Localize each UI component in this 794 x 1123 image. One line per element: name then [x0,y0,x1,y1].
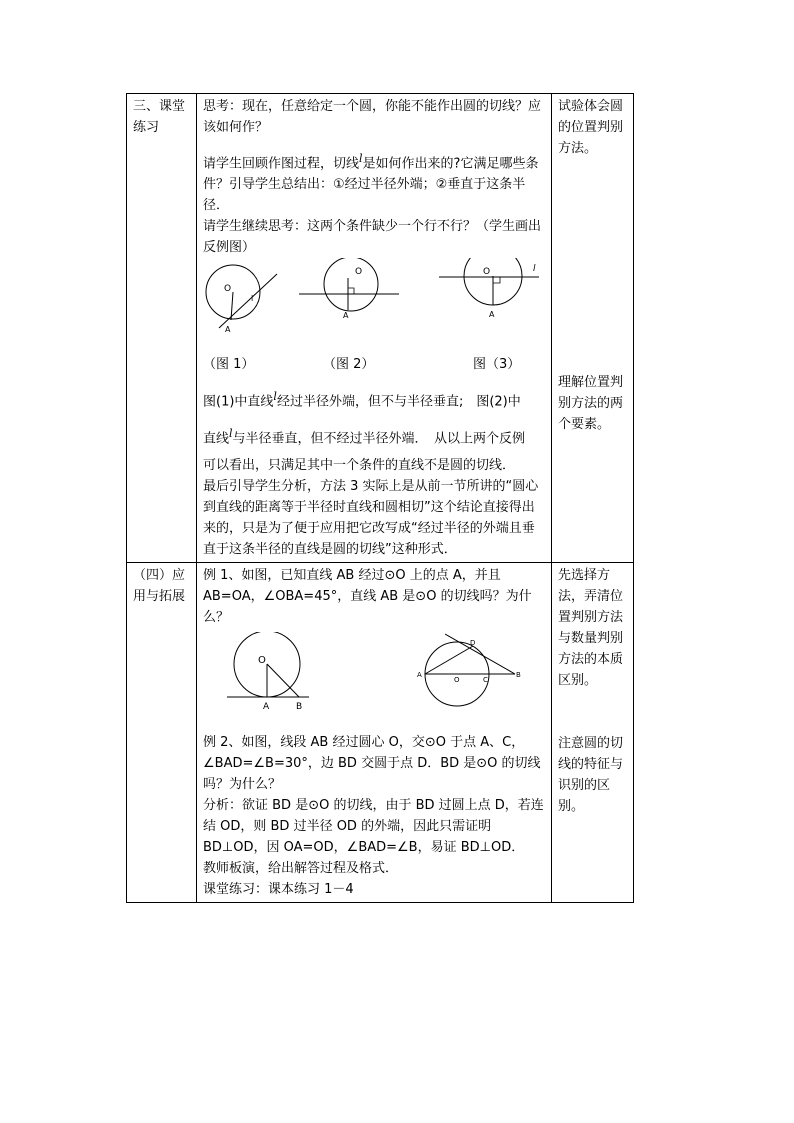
fig-explain-1: 图(1)中直线$^l$经过半径外端，但不与半径垂直; 图(2)中 [203,390,521,410]
content-cell [197,562,552,902]
example-figures [203,632,545,710]
fig1-label-o: O [224,284,232,295]
section-label: （四）应用与拓展 [133,567,186,604]
lesson-plan-table [126,93,634,903]
method-analysis: 最后引导学生分析，方法 3 实际上是从前一节所讲的“圆心到直线的距离等于半径时直线和圆相切”这个结论直接得出来的，只是为了便于应用把它改写成“经过半径的外端且垂直于这条半径的直线是圆的切线”这种形式． [203,478,539,557]
ex1-label-o: O [258,654,266,666]
ex2-segment-bd [445,634,515,674]
ex1-segment-ob [267,664,299,697]
counterexample-figures [203,258,545,354]
conclusion-text: 可以看出，只满足其中一个条件的直线不是圆的切线． [203,457,516,473]
caption-fig2: （图 2） [323,357,375,373]
example-2: 例 2、如图，线段 AB 经过圆心 O，交⊙O 于点 A、C，∠BAD=∠B=30°，边 BD 交圆于点 D．BD 是⊙O 的切线吗？为什么？ [203,734,541,792]
ex2-label-b: B [516,670,521,679]
section-label: 三、课堂练习 [133,99,186,135]
figure-captions [203,354,545,376]
table-row [127,94,634,563]
teacher-board-text: 教师板演，给出解答过程及格式． [203,860,399,876]
continue-think: 请学生继续思考：这两个条件缺少一个行不行？（学生画出反例图） [203,219,542,256]
fig3-label-o: O [483,267,491,278]
table-row [127,562,634,902]
ex2-label-a: A [417,670,422,679]
fig3-right-angle [493,277,500,283]
ex1-label-a: A [263,701,270,710]
notes-cell [552,562,634,902]
content-cell [197,94,552,563]
line-l-symbol: l [359,152,363,165]
ex2-label-o: O [454,675,460,684]
ex2-label-c: C [483,675,488,684]
analysis-text: 分析：欲证 BD 是⊙O 的切线，由于 BD 过圆上点 D，若连结 OD，则 BD 过半径 OD 的外端，因此只需证明 BD⊥OD，因 OA=OD，∠BAD=∠B，易证 BD⊥OD． [203,797,544,855]
caption-fig3: 图（3） [473,357,521,373]
caption-fig1: （图 1） [203,357,255,373]
fig1-line [219,274,277,328]
note-1: 试验体会圆的位置判别方法。 [558,99,624,156]
think-question: 思考：现在，任意给定一个圆，你能不能作出圆的切线？应该如何作？ [203,99,542,135]
classroom-practice: 课堂练习：课本练习 1－4 [203,881,354,897]
fig1-label-a: A [225,325,231,335]
section-label-cell [127,94,197,563]
fig2-right-angle [348,288,354,294]
fig2-label-a: A [343,311,349,321]
fig2-label-o: O [355,267,363,278]
ex1-label-b: B [296,701,303,710]
example-svg [203,632,558,710]
note-2: 理解位置判别方法的两个要素。 [558,375,624,432]
fig3-label-a: A [489,310,495,320]
example-1: 例 1、如图，已知直线 AB 经过⊙O 上的点 A，并且 AB=OA，∠OBA=45°，直线 AB 是⊙O 的切线吗？为什么？ [203,567,532,625]
fig2-circle [324,258,378,311]
notes-cell [552,94,634,563]
fig3-label-l: l [533,264,536,275]
section-label-cell [127,562,197,902]
fig1-label-l: l [251,294,254,304]
counterexample-svg [203,258,558,354]
fig-explain-2: 直线$^l$与半径垂直，但不经过半径外端． 从以上两个反例 [203,426,526,446]
recall-text: 请学生回顾作图过程，切线$^l$是如何作出来的?它满足哪些条件？引导学生总结出：①经过半径外端；②垂直于这条半径． [203,152,539,214]
ex2-segment-ad [425,646,473,674]
note-3: 先选择方法，弄清位置判别方法与数量判别方法的本质区别。 [558,567,624,688]
ex2-label-d: D [470,638,476,647]
note-4: 注意圆的切线的特征与识别的区别。 [558,735,624,814]
